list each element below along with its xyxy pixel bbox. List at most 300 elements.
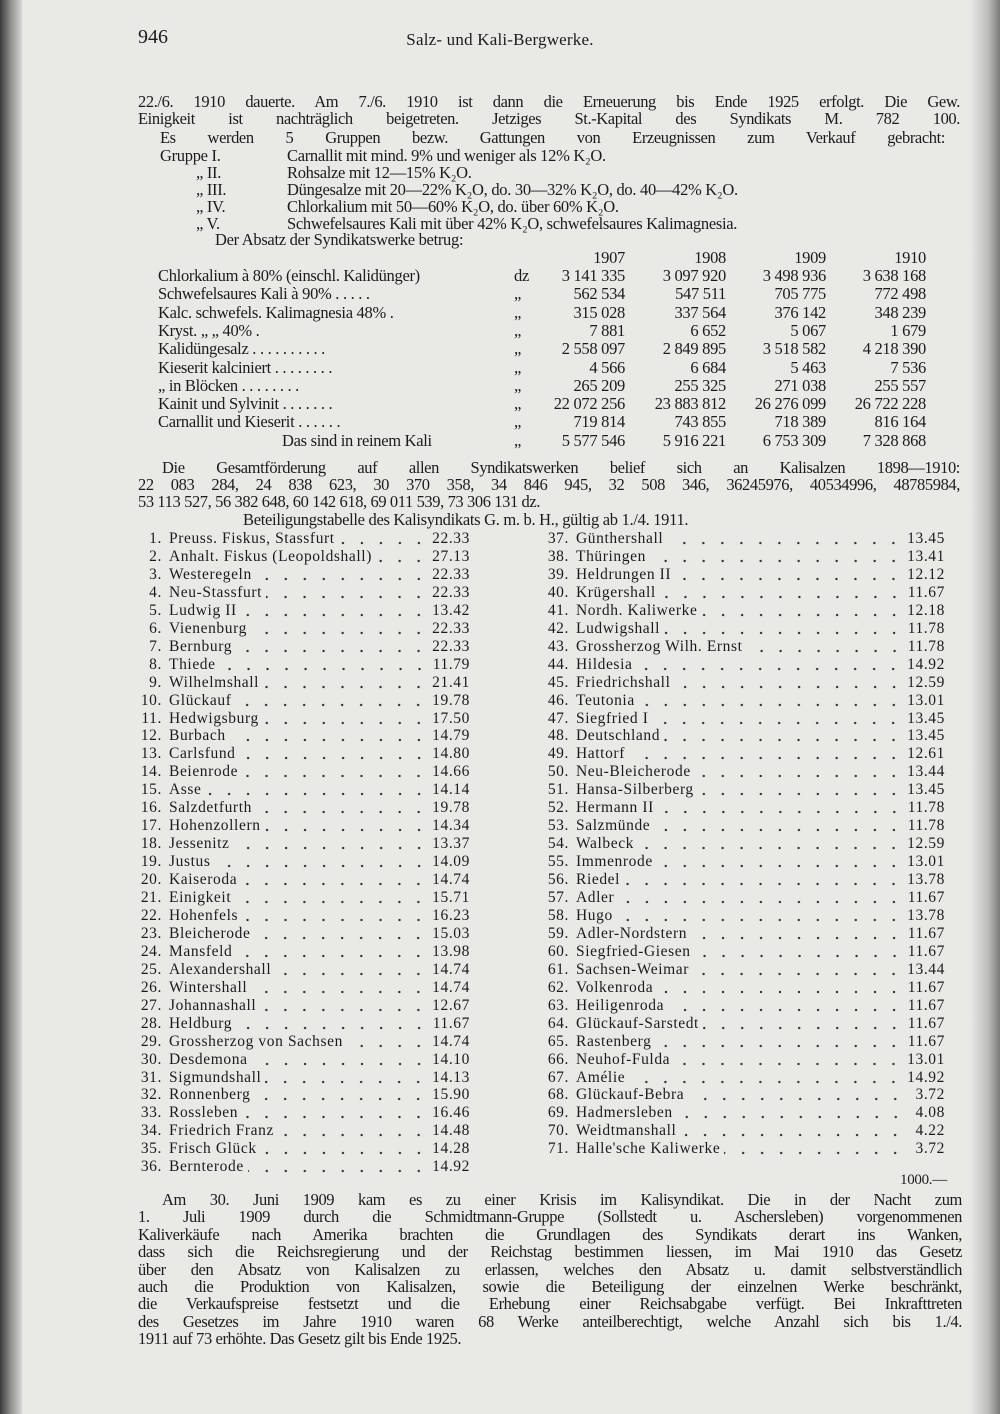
item-number: 50. (547, 763, 569, 781)
item-number: 54. (547, 835, 569, 853)
sales-table-row (0, 376, 1000, 394)
row-value: 772 498 (874, 284, 926, 304)
item-name: Hildesia (576, 655, 633, 673)
dot-leader (624, 882, 903, 886)
quota-list-item (535, 871, 945, 889)
item-share: 12.67 (432, 996, 470, 1014)
sales-table-row (0, 412, 1000, 430)
item-share: 14.74 (432, 960, 470, 978)
item-number: 39. (547, 565, 569, 583)
dot-leader (339, 541, 428, 545)
dot-leader (263, 685, 428, 689)
item-share: 14.13 (432, 1068, 470, 1086)
item-share: 14.48 (432, 1122, 470, 1140)
row-label: „ in Blöcken . . . . . . . . (158, 375, 299, 395)
item-share: 17.50 (432, 709, 470, 727)
production-text-line: 53 113 527, 56 382 648, 60 142 618, 69 011 539, 73 306 131 dz. (138, 492, 541, 511)
item-share: 3.72 (915, 1140, 945, 1158)
row-value: 22 072 256 (553, 394, 625, 414)
item-number: 68. (547, 1086, 569, 1104)
item-name: Johannashall (169, 996, 257, 1014)
dot-leader (664, 738, 903, 742)
year-header: 1907 (593, 248, 625, 267)
quota-list-item (535, 781, 945, 799)
item-number: 7. (149, 637, 162, 655)
item-name: Grossherzog Wilh. Ernst (576, 637, 743, 655)
quota-list-item (128, 584, 470, 602)
dot-leader (698, 792, 903, 796)
item-name: Riedel (576, 871, 621, 889)
quota-list-item (128, 692, 470, 710)
item-share: 14.92 (432, 1158, 470, 1176)
dot-leader (691, 936, 904, 940)
row-unit: „ (514, 339, 522, 359)
quota-list-item (128, 638, 470, 656)
quota-list-item (128, 889, 470, 907)
dot-leader (688, 1097, 905, 1101)
item-number: 29. (140, 1032, 162, 1050)
dot-leader (251, 990, 428, 994)
dot-leader (675, 685, 904, 689)
dot-leader (677, 1115, 905, 1119)
item-number: 10. (140, 691, 162, 709)
item-share: 22.33 (432, 637, 470, 655)
quota-list-item (128, 674, 470, 692)
dot-leader (680, 1133, 905, 1137)
item-name: Adler (576, 889, 615, 906)
row-value: 255 325 (674, 375, 726, 395)
quota-list-item (535, 943, 945, 961)
quota-list-item (535, 907, 945, 925)
item-share: 14.74 (432, 978, 470, 996)
dot-leader (256, 810, 428, 814)
item-number: 19. (140, 853, 162, 871)
item-share: 11.67 (432, 1014, 470, 1032)
item-number: 8. (149, 655, 162, 673)
item-name: Sachsen-Weimar (576, 960, 690, 978)
item-share: 14.10 (432, 1050, 470, 1068)
quota-list-item (128, 727, 470, 745)
item-name: Nordh. Kaliwerke (576, 601, 698, 619)
item-share: 14.14 (432, 781, 470, 799)
item-share: 13.78 (907, 871, 945, 889)
quota-list-item (535, 584, 945, 602)
item-share: 11.67 (907, 924, 945, 942)
row-value: 4 218 390 (862, 339, 926, 359)
dot-leader (241, 882, 428, 886)
item-share: 12.12 (907, 565, 945, 583)
row-unit: „ (514, 430, 522, 450)
item-name: Bleicherode (169, 924, 251, 942)
item-name: Burbach (169, 727, 226, 745)
row-unit: „ (514, 394, 522, 414)
quota-list-item (128, 530, 470, 548)
item-name: Immenrode (576, 853, 653, 871)
item-number: 71. (547, 1140, 569, 1158)
item-share: 11.78 (907, 817, 945, 835)
dot-leader (278, 1133, 428, 1137)
item-name: Heldburg (169, 1014, 233, 1032)
item-name: Frisch Glück (169, 1140, 257, 1158)
item-number: 30. (140, 1050, 162, 1068)
quota-list-item (535, 1122, 945, 1140)
item-share: 13.37 (432, 835, 470, 853)
closing-text-line: 1. Juli 1909 durch die Schmidtmann-Gruppe (Sollstedt u. Aschersleben) vorgenommenen (138, 1207, 962, 1227)
item-name: Einigkeit (169, 889, 232, 906)
item-name: Halle'sche Kaliwerke (576, 1140, 721, 1158)
item-number: 15. (140, 781, 162, 799)
item-number: 67. (547, 1068, 569, 1086)
item-number: 49. (547, 745, 569, 763)
item-share: 13.42 (432, 601, 470, 619)
row-value: 348 239 (874, 302, 926, 322)
group-prefix: „ II. (196, 163, 222, 182)
row-value: 337 564 (674, 302, 726, 322)
item-name: Kaiseroda (169, 871, 238, 889)
item-name: Hohenzollern (169, 817, 261, 835)
row-value: 547 511 (675, 284, 726, 304)
item-number: 48. (547, 727, 569, 745)
quota-list-item (128, 548, 470, 566)
item-number: 23. (140, 924, 162, 942)
row-value: 719 814 (573, 412, 625, 432)
dot-leader (639, 703, 903, 707)
item-name: Westeregeln (169, 565, 252, 583)
item-number: 53. (547, 817, 569, 835)
sales-table-row (0, 303, 1000, 321)
quota-table-title: Beteiligungstabelle des Kalisyndikats G. m. b. H., gültig ab 1./4. 1911. (243, 510, 689, 529)
quota-list-item (128, 763, 470, 781)
item-number: 45. (547, 673, 569, 691)
dot-leader (275, 972, 428, 976)
quota-list-item (535, 961, 945, 979)
row-value: 6 753 309 (762, 430, 826, 450)
item-number: 12. (140, 727, 162, 745)
item-share: 22.33 (432, 583, 470, 601)
row-unit: dz (514, 266, 529, 285)
item-share: 13.45 (907, 781, 945, 799)
item-number: 46. (547, 691, 569, 709)
row-value: 6 652 (690, 320, 726, 340)
quota-list-item (535, 710, 945, 728)
closing-text-line: Kaliverkäufe nach Amerika brachten die Grundlagen des Syndikats derart ins Wanken, (138, 1224, 962, 1244)
quota-list-item (128, 871, 470, 889)
quota-list-item (128, 1086, 470, 1104)
item-number: 59. (547, 924, 569, 942)
row-value: 5 067 (790, 320, 826, 340)
dot-leader (724, 1151, 905, 1155)
page-binding-shadow (0, 0, 22, 1414)
group-prefix: Gruppe I. (160, 146, 221, 165)
item-name: Neuhof-Fulda (576, 1050, 671, 1068)
sales-table-header (0, 248, 1000, 266)
year-header: 1910 (894, 248, 926, 267)
dot-leader (236, 1026, 429, 1030)
quota-list-item (535, 979, 945, 997)
item-share: 3.72 (915, 1086, 945, 1104)
quota-list-item (535, 1086, 945, 1104)
quota-list-item (128, 979, 470, 997)
item-share: 13.78 (907, 906, 945, 924)
item-name: Vienenburg (169, 619, 247, 637)
row-label: Kryst. „ „ 40% . (158, 320, 260, 340)
item-number: 52. (547, 799, 569, 817)
quota-list-item (535, 853, 945, 871)
item-share: 14.92 (907, 655, 945, 673)
dot-leader (215, 864, 429, 868)
row-value: 23 883 812 (654, 394, 726, 414)
item-number: 38. (547, 547, 569, 565)
row-value: 5 463 (790, 357, 826, 377)
item-number: 57. (547, 889, 569, 906)
row-value: 562 534 (573, 284, 625, 304)
item-name: Desdemona (169, 1050, 248, 1068)
item-number: 44. (547, 655, 569, 673)
item-name: Siegfried I (576, 709, 649, 727)
item-number: 32. (140, 1086, 162, 1104)
item-number: 58. (547, 906, 569, 924)
item-number: 66. (547, 1050, 569, 1068)
dot-leader (618, 900, 903, 904)
item-share: 14.74 (432, 1032, 470, 1050)
sales-table-row (0, 266, 1000, 284)
dot-leader (263, 721, 428, 725)
item-number: 24. (140, 942, 162, 960)
item-name: Justus (169, 853, 211, 871)
item-share: 15.71 (432, 889, 470, 906)
page-edge-shadow (970, 0, 1000, 1414)
item-share: 16.46 (432, 1104, 470, 1122)
item-share: 11.67 (907, 1014, 945, 1032)
quota-list-item (128, 1158, 470, 1176)
item-number: 16. (140, 799, 162, 817)
item-number: 25. (140, 960, 162, 978)
item-share: 11.67 (907, 583, 945, 601)
item-name: Weidtmanshall (576, 1122, 677, 1140)
row-unit: „ (514, 284, 522, 304)
dot-leader (636, 667, 903, 671)
dot-leader (254, 936, 428, 940)
dot-leader (693, 972, 903, 976)
quota-list-item (128, 817, 470, 835)
dot-leader (206, 792, 429, 796)
item-share: 13.45 (907, 709, 945, 727)
sales-intro: Der Absatz der Syndikatswerke betrug: (215, 230, 464, 249)
dot-leader (650, 559, 903, 563)
dot-leader (617, 918, 903, 922)
row-value: 7 536 (890, 357, 926, 377)
quota-list-item (535, 1069, 945, 1087)
item-name: Thiede (169, 655, 216, 673)
sales-table-row (0, 339, 1000, 357)
dot-leader (242, 1115, 428, 1119)
item-share: 11.79 (432, 655, 470, 673)
group-text: Chlorkalium mit 50—60% K₂O, do. über 60% K₂O. (287, 197, 619, 216)
item-share: 11.78 (907, 799, 945, 817)
dot-leader (376, 559, 428, 563)
quota-list-item (535, 745, 945, 763)
quota-list-item (128, 799, 470, 817)
row-unit: „ (514, 375, 522, 395)
dot-leader (747, 649, 904, 653)
item-number: 65. (547, 1032, 569, 1050)
item-name: Salzmünde (576, 817, 651, 835)
closing-text-line: Am 30. Juni 1909 kam es zu einer Krisis im Kalisyndikat. Die in der Nacht zum (162, 1190, 962, 1209)
row-value: 7 328 868 (862, 430, 926, 450)
row-value: 3 141 335 (561, 266, 625, 285)
row-value: 4 566 (589, 357, 625, 377)
item-number: 18. (140, 835, 162, 853)
item-number: 17. (140, 817, 162, 835)
dot-leader (260, 1008, 428, 1012)
quota-list-item (128, 961, 470, 979)
quota-list-item (535, 997, 945, 1015)
item-name: Amélie (576, 1068, 626, 1086)
quota-list-item (535, 566, 945, 584)
item-number: 1. (149, 530, 162, 547)
item-name: Glückauf-Bebra (576, 1086, 685, 1104)
row-label: Chlorkalium à 80% (einschl. Kalidünger) (158, 266, 420, 285)
dot-leader (667, 541, 903, 545)
group-prefix: „ IV. (196, 197, 226, 216)
dot-leader (265, 828, 429, 832)
row-value: 743 855 (674, 412, 726, 432)
item-name: Bernterode (169, 1158, 244, 1176)
item-name: Grossherzog von Sachsen (169, 1032, 343, 1050)
group-text: Rohsalze mit 12—15% K₂O. (287, 163, 472, 182)
dot-leader (236, 649, 428, 653)
dot-leader (638, 846, 903, 850)
item-number: 6. (149, 619, 162, 637)
row-label: Kalidüngesalz . . . . . . . . . . (158, 339, 325, 359)
item-number: 69. (547, 1104, 569, 1122)
item-share: 14.74 (432, 871, 470, 889)
quota-total: 1000.— (900, 1172, 947, 1188)
dot-leader (241, 613, 428, 617)
item-share: 11.78 (907, 619, 945, 637)
dot-leader (652, 721, 903, 725)
item-name: Adler-Nordstern (576, 924, 688, 942)
item-share: 11.67 (907, 942, 945, 960)
item-share: 13.44 (907, 960, 945, 978)
dot-leader (242, 918, 428, 922)
item-name: Glückauf (169, 691, 232, 709)
quota-list-item (128, 997, 470, 1015)
item-share: 11.78 (907, 637, 945, 655)
item-name: Volkenroda (576, 978, 654, 996)
quota-list-item (128, 835, 470, 853)
row-value: 5 577 546 (561, 430, 625, 450)
quota-list-item (535, 835, 945, 853)
item-name: Heldrungen II (576, 565, 672, 583)
quota-list-item (535, 799, 945, 817)
row-value: 2 849 895 (662, 339, 726, 359)
dot-leader (657, 990, 904, 994)
row-value: 816 164 (874, 412, 926, 432)
quota-list-item (535, 548, 945, 566)
item-share: 22.33 (432, 619, 470, 637)
intro-text-line: Einigkeit ist nachträglich beigetreten. Jetziges St.-Kapital des Syndikats M. 782 100. (138, 109, 960, 128)
quota-list-item (128, 1015, 470, 1033)
quota-list-item (128, 602, 470, 620)
dot-leader (236, 954, 428, 958)
dot-leader (230, 738, 428, 742)
item-name: Hadmersleben (576, 1104, 673, 1122)
item-share: 13.01 (907, 1050, 945, 1068)
item-name: Sigmundshall (169, 1068, 262, 1086)
row-value: 265 209 (573, 375, 625, 395)
item-share: 13.44 (907, 763, 945, 781)
item-number: 35. (140, 1140, 162, 1158)
item-number: 21. (140, 889, 162, 906)
item-share: 19.78 (432, 799, 470, 817)
item-number: 33. (140, 1104, 162, 1122)
item-name: Beienrode (169, 763, 239, 781)
dot-leader (265, 1080, 428, 1084)
quota-list-item (535, 763, 945, 781)
item-name: Salzdetfurth (169, 799, 252, 817)
item-name: Heiligenroda (576, 996, 665, 1014)
item-name: Walbeck (576, 835, 635, 853)
item-number: 20. (140, 871, 162, 889)
item-share: 14.92 (907, 1068, 945, 1086)
item-name: Jessenitz (169, 835, 230, 853)
item-name: Rastenberg (576, 1032, 652, 1050)
quota-list-item (535, 1140, 945, 1158)
quota-list-item (535, 889, 945, 907)
dot-leader (655, 1044, 903, 1048)
row-value: 255 557 (874, 375, 926, 395)
item-share: 22.33 (432, 565, 470, 583)
item-number: 62. (547, 978, 569, 996)
sales-table-row (0, 321, 1000, 339)
dot-leader (660, 595, 904, 599)
row-value: 6 684 (690, 357, 726, 377)
item-name: Bernburg (169, 637, 233, 655)
dot-leader (675, 577, 903, 581)
item-name: Neu-Stassfurt (169, 583, 263, 601)
item-number: 60. (547, 942, 569, 960)
item-number: 22. (140, 906, 162, 924)
quota-list-item (128, 745, 470, 763)
closing-text-line: 1911 auf 73 erhöhte. Das Gesetz gilt bis Ende 1925. (138, 1329, 462, 1349)
item-number: 9. (149, 673, 162, 691)
quota-list-item (535, 656, 945, 674)
item-name: Hugo (576, 906, 613, 924)
sales-table-row (0, 358, 1000, 376)
item-number: 42. (547, 619, 569, 637)
dot-leader (220, 667, 429, 671)
row-label: Kainit und Sylvinit . . . . . . . (158, 394, 333, 414)
item-share: 19.78 (432, 691, 470, 709)
dot-leader (240, 756, 429, 760)
quota-list-item (535, 1104, 945, 1122)
item-name: Thüringen (576, 547, 646, 565)
quota-list-item (128, 566, 470, 584)
item-name: Alexandershall (169, 960, 272, 978)
production-text-line: Die Gesamtförderung auf allen Syndikatswerken belief sich an Kalisalzen 1898—1910: (162, 458, 960, 477)
item-share: 12.18 (907, 601, 945, 619)
dot-leader (674, 1062, 903, 1066)
dot-leader (657, 864, 903, 868)
item-share: 15.90 (432, 1086, 470, 1104)
item-name: Neu-Bleicherode (576, 763, 691, 781)
row-value: 7 881 (589, 320, 625, 340)
item-name: Preuss. Fiskus, Stassfurt (169, 530, 335, 547)
item-number: 13. (140, 745, 162, 763)
item-share: 13.98 (432, 942, 470, 960)
item-share: 14.66 (432, 763, 470, 781)
